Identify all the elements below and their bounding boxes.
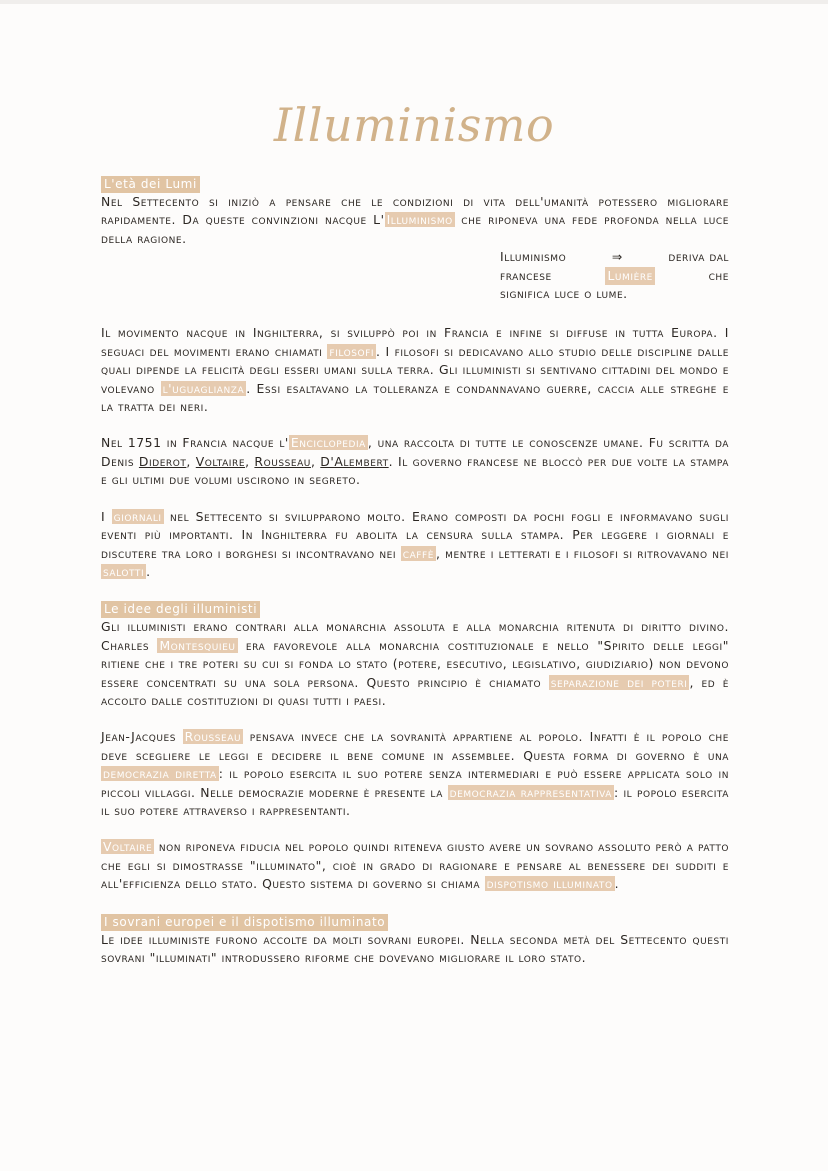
underlined-name: Rousseau <box>254 453 311 469</box>
highlight-term: democrazia rappresentativa <box>449 784 613 800</box>
highlight-term: Voltaire <box>103 839 153 855</box>
paragraph-voltaire <box>101 838 729 893</box>
note-word: francese <box>500 267 552 283</box>
paragraph-giornali <box>101 508 729 582</box>
page-title: Illuminismo <box>273 98 555 152</box>
section-heading-eta-dei-lumi: L'età dei Lumi <box>101 176 200 193</box>
etymology-note <box>500 248 729 303</box>
note-word: deriva dal <box>668 249 729 265</box>
text: Jean-Jacques <box>101 729 183 745</box>
content <box>101 173 729 967</box>
text: Il movimento nacque in Inghilterra, si sviluppò poi in Francia e infine si diffuse in tutta Europa. I seguaci del movimenti erano chiamati <box>101 325 729 359</box>
text: , <box>186 453 196 469</box>
text: , <box>245 453 255 469</box>
text: pensava invece che la sovranità appartiene al popolo. Infatti è il popolo che deve scegliere le leggi e decidere il bene comune in assemblee. Questa forma di governo è una <box>101 729 729 763</box>
paragraph-enciclopedia <box>101 434 729 489</box>
text: . <box>614 876 620 892</box>
highlight-term: caffè <box>402 545 434 561</box>
note-word: che <box>708 267 729 283</box>
highlight-term: giornali <box>113 508 162 524</box>
paragraph-movimento <box>101 324 729 416</box>
text: : il popolo esercita il suo potere senza intermediari e può essere applicata solo in piccoli villaggi. Nelle democrazie moderne è presente la <box>101 766 729 800</box>
text: , mentre i letterati e i filosofi si ritrovavano nei <box>435 545 729 561</box>
text: , ed è accolto dalle costituzioni di quasi tutti i paesi. <box>101 674 729 708</box>
text: Gli illuministi erano contrari alla monarchia assoluta e alla monarchia ritenuta di diritto divino. Charles <box>101 619 729 653</box>
note-word: Illuminismo <box>500 249 567 265</box>
top-edge <box>0 0 828 4</box>
highlight-term: dispotismo illuminato <box>486 876 613 892</box>
text: che riponeva una fede profonda nella luce della ragione. <box>101 212 730 246</box>
text: . Il governo francese ne bloccò per due volte la stampa e gli ultimi due volumi uscirono in segreto. <box>101 453 730 488</box>
note-row <box>500 248 729 266</box>
paragraph-rousseau <box>101 728 729 820</box>
text: era favorevole alla monarchia costituzionale e nello "Spirito delle leggi" ritiene che i tre poteri su cui si fonda lo stato (potere, esecutivo, legislativo, giudiziario) non devono essere concentrati su una sola persona. Questo principio è chiamato <box>101 637 729 690</box>
highlight-term: Enciclopedia <box>290 435 366 451</box>
text: Nel Settecento si iniziò a pensare che le condizioni di vita dell'umanità potessero migliorare rapidamente. Da queste convinzioni nacque L' <box>101 194 729 228</box>
underlined-name: D'Alembert <box>320 453 389 469</box>
highlight-term: separazione dei poteri <box>550 674 688 690</box>
text: Nel 1751 in Francia nacque l' <box>101 435 289 451</box>
underlined-name: Diderot <box>138 453 187 469</box>
text: non riponeva fiducia nel popolo quindi riteneva giusto avere un sovrano assoluto però a patto che egli si dimostrasse "illuminato", cioè in grado di ragionare e pensare al benessere dei sudditi e all'efficienza dello stato. Questo sistema di governo si chiama <box>101 839 729 892</box>
text: . Essi esaltavano la tolleranza e condannavano guerre, caccia alle streghe e la tratta dei neri. <box>101 380 729 415</box>
paragraph-sovrani: Le idee illuministe furono accolte da molti sovrani europei. Nella seconda metà del Settecento questi sovrani "illuminati" introdussero riforme che dovevano migliorare il loro stato. <box>101 931 729 965</box>
section-heading-idee-illuministi: Le idee degli illuministi <box>101 601 260 618</box>
text: nel Settecento si svilupparono molto. Erano composti da pochi fogli e informavano sugli eventi più importanti. In Inghilterra fu abolita la censura sulla stampa. Per leggere i giornali e discutere tra loro i borghesi si incontravano nei <box>101 508 729 561</box>
paragraph-montesquieu <box>101 618 729 710</box>
note-row <box>500 267 729 285</box>
paragraph-intro <box>101 193 729 248</box>
text: I <box>101 508 112 524</box>
note-row: significa luce o lume. <box>500 286 628 302</box>
highlight-term: Montesquieu <box>159 637 236 653</box>
highlight-term: democrazia diretta <box>103 766 217 782</box>
highlight-term: Illuminismo <box>386 212 453 228</box>
text: : il popolo esercita il suo potere attraverso i rappresentanti. <box>101 784 729 818</box>
highlight-term: filosofi <box>329 343 375 359</box>
text: . I filosofi si dedicavano allo studio delle discipline dalle quali dipende la felicità degli esseri umani sulla terra. Gli illuministi si sentivano cittadini del mondo e volevano <box>101 343 729 396</box>
highlight-term: Lumière <box>605 267 654 285</box>
highlight-term: Rousseau <box>184 729 242 745</box>
text: . <box>146 563 151 579</box>
underlined-name: Voltaire <box>195 453 246 469</box>
arrow-icon: ⇒ <box>611 249 623 265</box>
section-heading-sovrani-europei: I sovrani europei e il dispotismo illuminato <box>101 914 388 931</box>
highlight-term: l'uguaglianza <box>162 380 245 396</box>
text: , una raccolta di tutte le conoscenze umane. Fu scritta da Denis <box>101 435 730 469</box>
text: , <box>310 453 321 469</box>
highlight-term: salotti <box>103 563 145 579</box>
